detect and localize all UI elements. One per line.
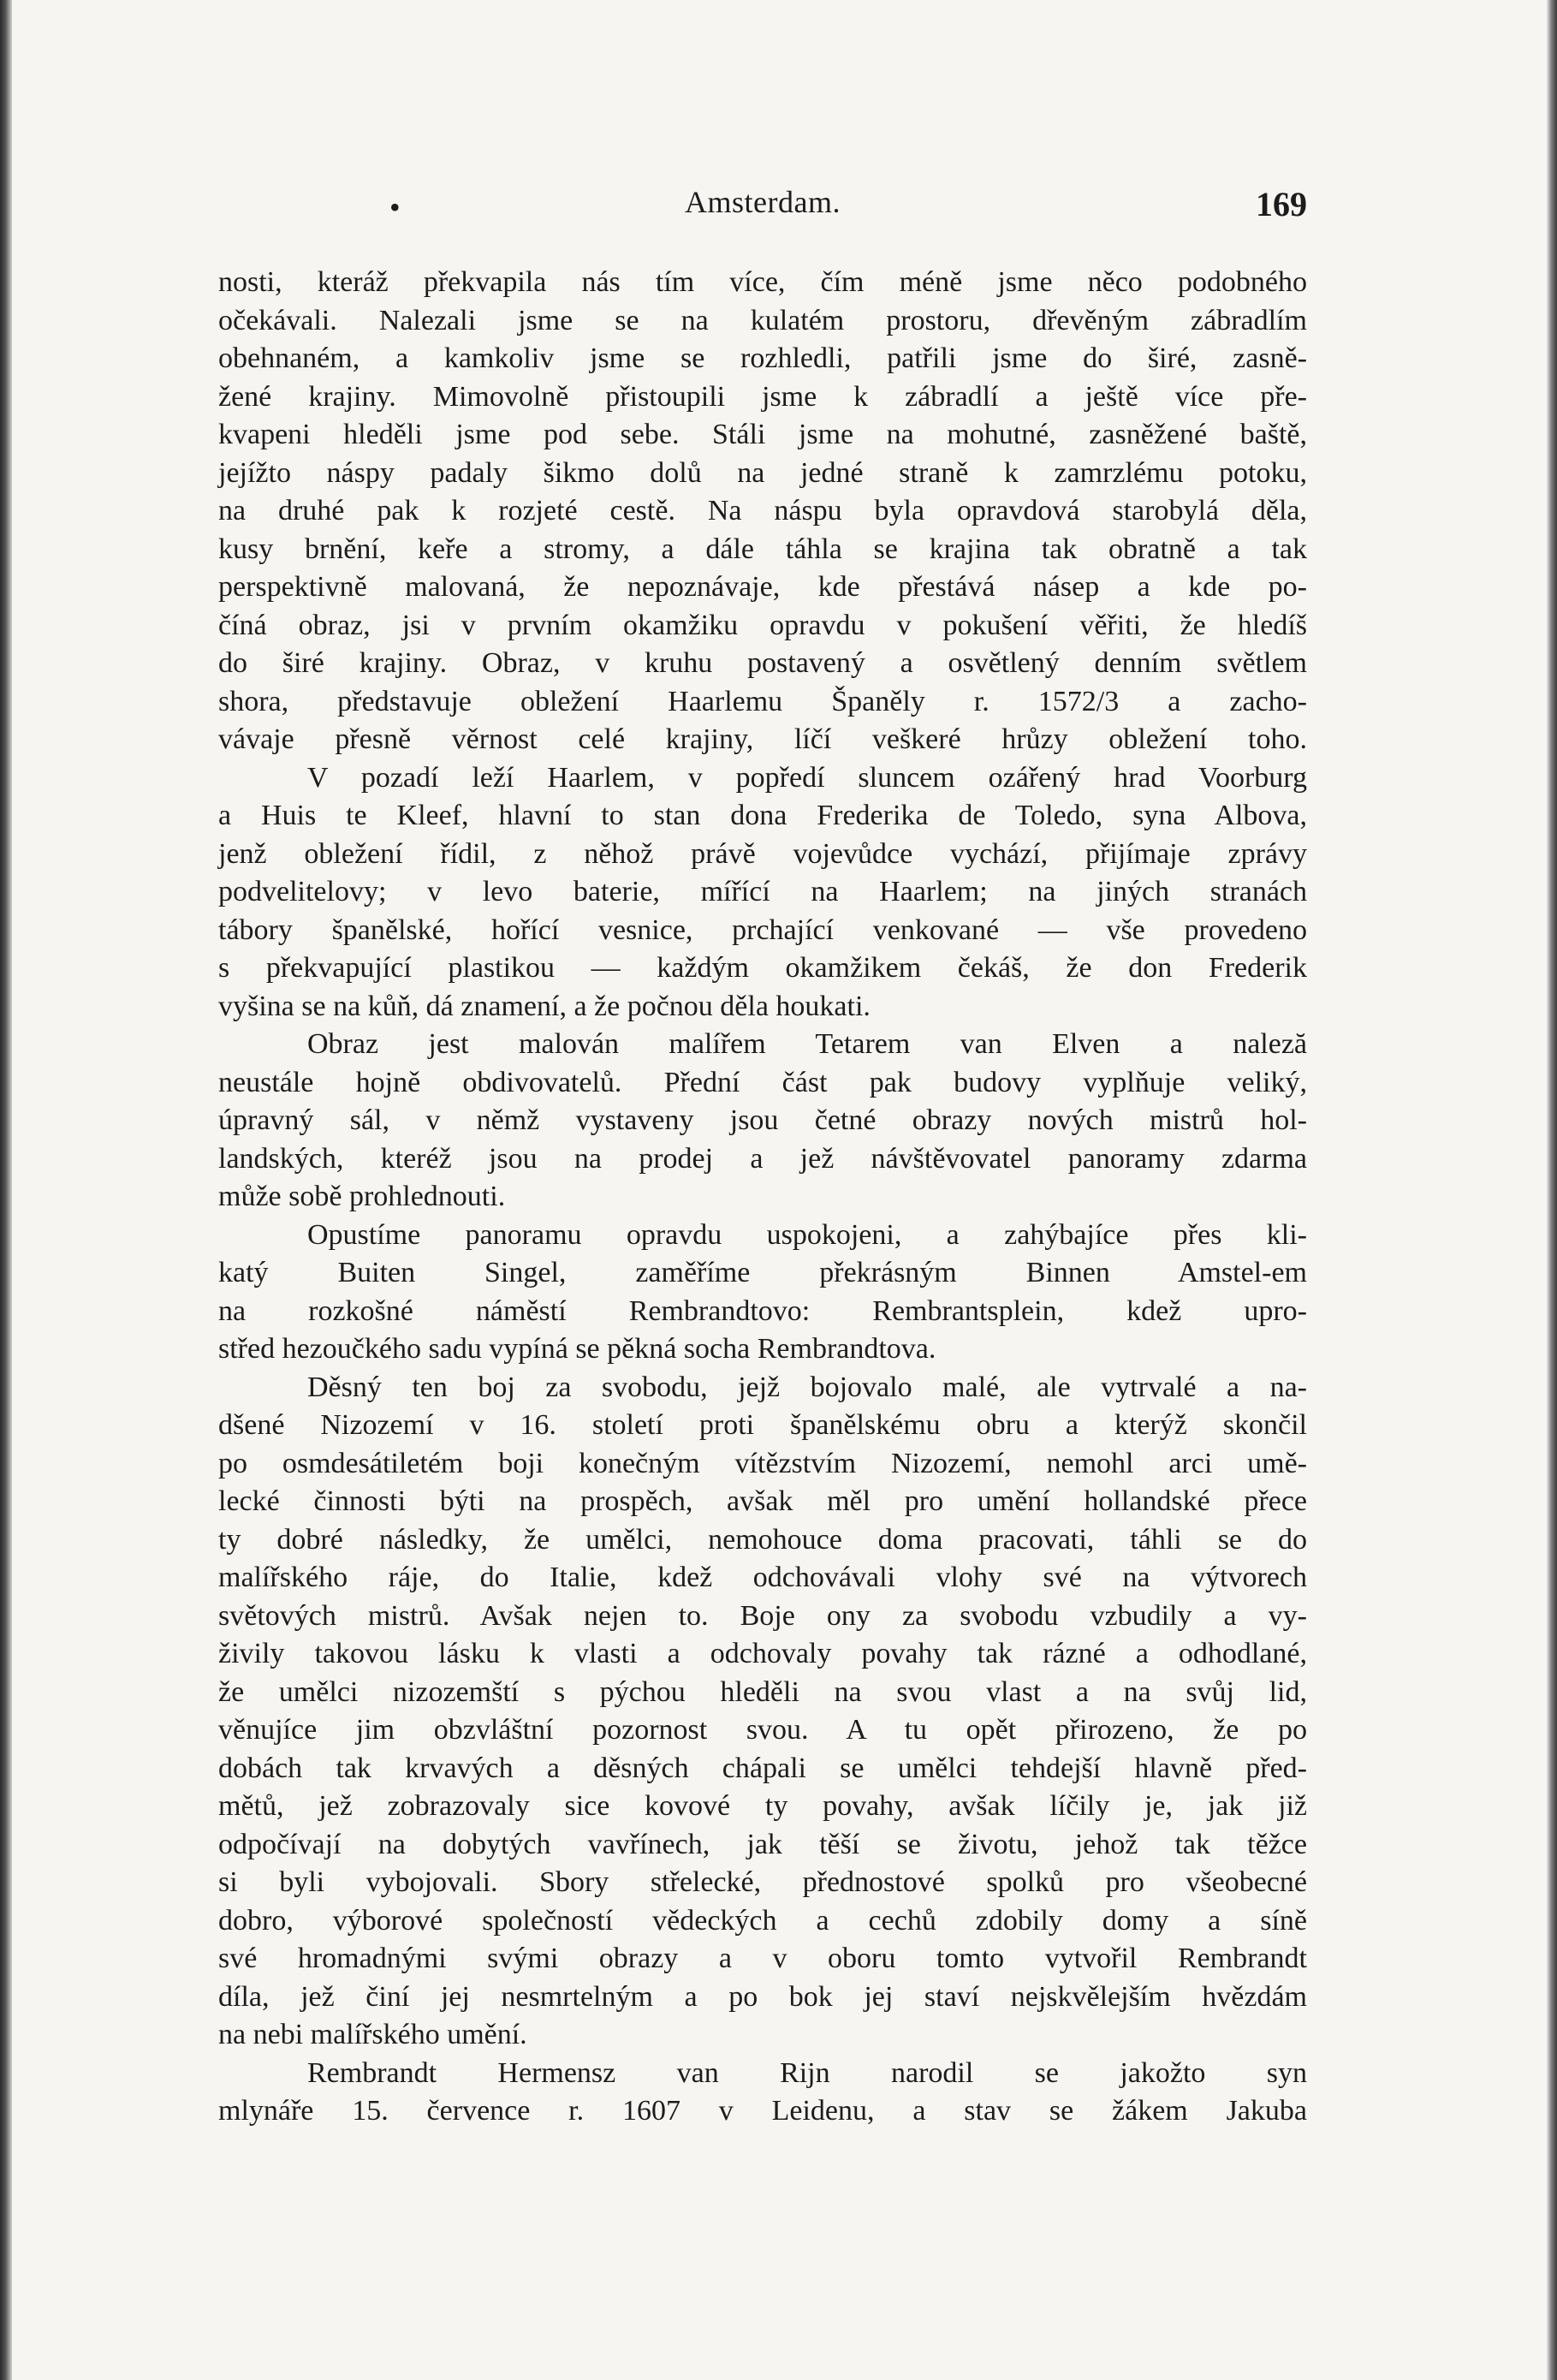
text-line: dobách tak krvavých a děsných chápali se umělci tehdejší hlavně před- bbox=[218, 1752, 1307, 1784]
text-line: jenž obležení řídil, z něhož právě vojevůdce vychází, přijímaje zprávy bbox=[218, 837, 1307, 870]
text-line: živily takovou lásku k vlasti a odchovaly povahy tak rázné a odhodlané, bbox=[218, 1638, 1307, 1669]
text-line: podvelitelovy; v levo baterie, mířící na Haarlem; na jiných stranách bbox=[218, 876, 1307, 907]
text-line: věnujíce jim obzvláštní pozornost svou. A tu opět přirozeno, že po bbox=[218, 1714, 1307, 1746]
text-line: kvapeni hleděli jsme pod sebe. Stáli jsme na mohutné, zasněžené baště, bbox=[218, 419, 1307, 450]
text-line: odpočívají na dobytých vavřínech, jak těší se životu, jehož tak těžce bbox=[218, 1828, 1307, 1860]
text-line: Obraz jest malován malířem Tetarem van Elven a naleză bbox=[307, 1028, 1307, 1060]
text-line: si byli vybojovali. Sbory střelecké, přednostové spolků pro všeobecné bbox=[218, 1866, 1307, 1898]
text-line: očekávali. Nalezali jsme se na kulatém prostoru, dřevěným zábradlím bbox=[218, 304, 1307, 336]
text-line: své hromadnými svými obrazy a v oboru tomto vytvořil Rembrandt bbox=[218, 1943, 1307, 1974]
text-line: střed hezoučkého sadu vypíná se pěkná socha Rembrandtova. bbox=[218, 1333, 936, 1365]
text-line: mětů, jež zobrazovaly sice kovové ty povahy, avšak líčily je, jak již bbox=[218, 1790, 1307, 1822]
text-line: tábory španělské, hořící vesnice, prchající venkované — vše provedeno bbox=[218, 913, 1307, 946]
text-line: na nebi malířského umění. bbox=[218, 2019, 527, 2050]
text-line: obehnaném, a kamkoliv jsme se rozhledli, patřili jsme do širé, zasně- bbox=[218, 342, 1307, 374]
text-line: kusy brnění, keře a stromy, a dále táhla se krajina tak obratně a tak bbox=[218, 533, 1307, 565]
text-line: vyšina se na kůň, dá znamení, a že počnou děla houkati. bbox=[218, 990, 871, 1022]
text-line: může sobě prohlednouti. bbox=[218, 1181, 506, 1212]
text-line: číná obraz, jsi v prvním okamžiku opravdu v pokušení věřiti, že hledíš bbox=[218, 609, 1307, 641]
text-line: dobro, výborové společností vědeckých a cechů zdobily domy a síně bbox=[218, 1904, 1307, 1937]
text-line: a Huis te Kleef, hlavní to stan dona Frederika de Toledo, syna Albova, bbox=[218, 800, 1307, 831]
text-line: že umělci nizozemští s pýchou hleděli na svou vlast a na svůj lid, bbox=[218, 1675, 1307, 1708]
header-dot: • bbox=[389, 190, 401, 224]
text-line: žené krajiny. Mimovolně přistoupili jsme k zábradlí a ještě více pře- bbox=[218, 380, 1307, 413]
text-line: s překvapující plastikou — každým okamžikem čekáš, že don Frederik bbox=[218, 952, 1307, 984]
page-number: 169 bbox=[1256, 185, 1307, 223]
text-line: vávaje přesně věrnost celé krajiny, líčí veškeré hrůzy obležení toho. bbox=[218, 723, 1307, 755]
text-line: díla, jež činí jej nesmrtelným a po bok jej staví nejskvělejším hvězdám bbox=[218, 1980, 1307, 2013]
text-line: malířského ráje, do Italie, kdež odchovávali vlohy své na výtvorech bbox=[218, 1562, 1307, 1593]
text-line: landských, kteréž jsou na prodej a jež návštěvovatel panoramy zdarma bbox=[218, 1142, 1307, 1175]
text-line: katý Buiten Singel, zaměříme překrásným Binnen Amstel-em bbox=[218, 1257, 1307, 1288]
text-line: po osmdesátiletém boji konečným vítězstvím Nizozemí, nemohl arci umě- bbox=[218, 1447, 1307, 1479]
text-line: jejížto náspy padaly šikmo dolů na jedné straně k zamrzlému potoku, bbox=[218, 456, 1307, 489]
header-title: Amsterdam. bbox=[685, 185, 841, 219]
text-line: Rembrandt Hermensz van Rijn narodil se jakožto syn bbox=[307, 2056, 1307, 2089]
text-line: V pozadí leží Haarlem, v popředí sluncem ozářený hrad Voorburg bbox=[307, 761, 1307, 794]
text-line: nosti, kteráž překvapila nás tím více, čím méně jsme něco podobného bbox=[218, 266, 1307, 298]
text-line: do širé krajiny. Obraz, v kruhu postavený a osvětlený denním světlem bbox=[218, 647, 1307, 679]
text-line: úpravný sál, v němž vystaveny jsou četné obrazy nových mistrů hol- bbox=[218, 1104, 1307, 1136]
text-line: shora, představuje obležení Haarlemu Španěly r. 1572/3 a zacho- bbox=[218, 685, 1307, 717]
running-header bbox=[218, 184, 1307, 227]
text-line: dšené Nizozemí v 16. století proti španělskému obru a kterýž skončil bbox=[218, 1409, 1307, 1441]
page-left-edge-shadow bbox=[0, 0, 12, 2380]
text-line: mlynáře 15. července r. 1607 v Leidenu, a stav se žákem Jakuba bbox=[218, 2095, 1307, 2127]
text-line: na druhé pak k rozjeté cestě. Na náspu byla opravdová starobylá děla, bbox=[218, 495, 1307, 527]
text-line: Opustíme panoramu opravdu uspokojeni, a zahýbajíce přes kli- bbox=[307, 1218, 1307, 1251]
text-line: perspektivně malovaná, že nepoznávaje, kde přestává násep a kde po- bbox=[218, 571, 1307, 603]
text-line: světových mistrů. Avšak nejen to. Boje ony za svobodu vzbudily a vy- bbox=[218, 1599, 1307, 1632]
text-line: na rozkošné náměstí Rembrandtovo: Rembrantsplein, kdež upro- bbox=[218, 1294, 1307, 1327]
body-text bbox=[218, 264, 1307, 2131]
text-line: neustále hojně obdivovatelů. Přední část pak budovy vyplňuje veliký, bbox=[218, 1066, 1307, 1098]
page-right-edge-shadow bbox=[1547, 0, 1557, 2380]
text-line: lecké činnosti býti na prospěch, avšak měl pro umění hollandské přece bbox=[218, 1485, 1307, 1517]
text-line: ty dobré následky, že umělci, nemohouce doma pracovati, táhli se do bbox=[218, 1523, 1307, 1556]
text-line: Děsný ten boj za svobodu, jejž bojovalo malé, ale vytrvalé a na- bbox=[307, 1371, 1307, 1403]
